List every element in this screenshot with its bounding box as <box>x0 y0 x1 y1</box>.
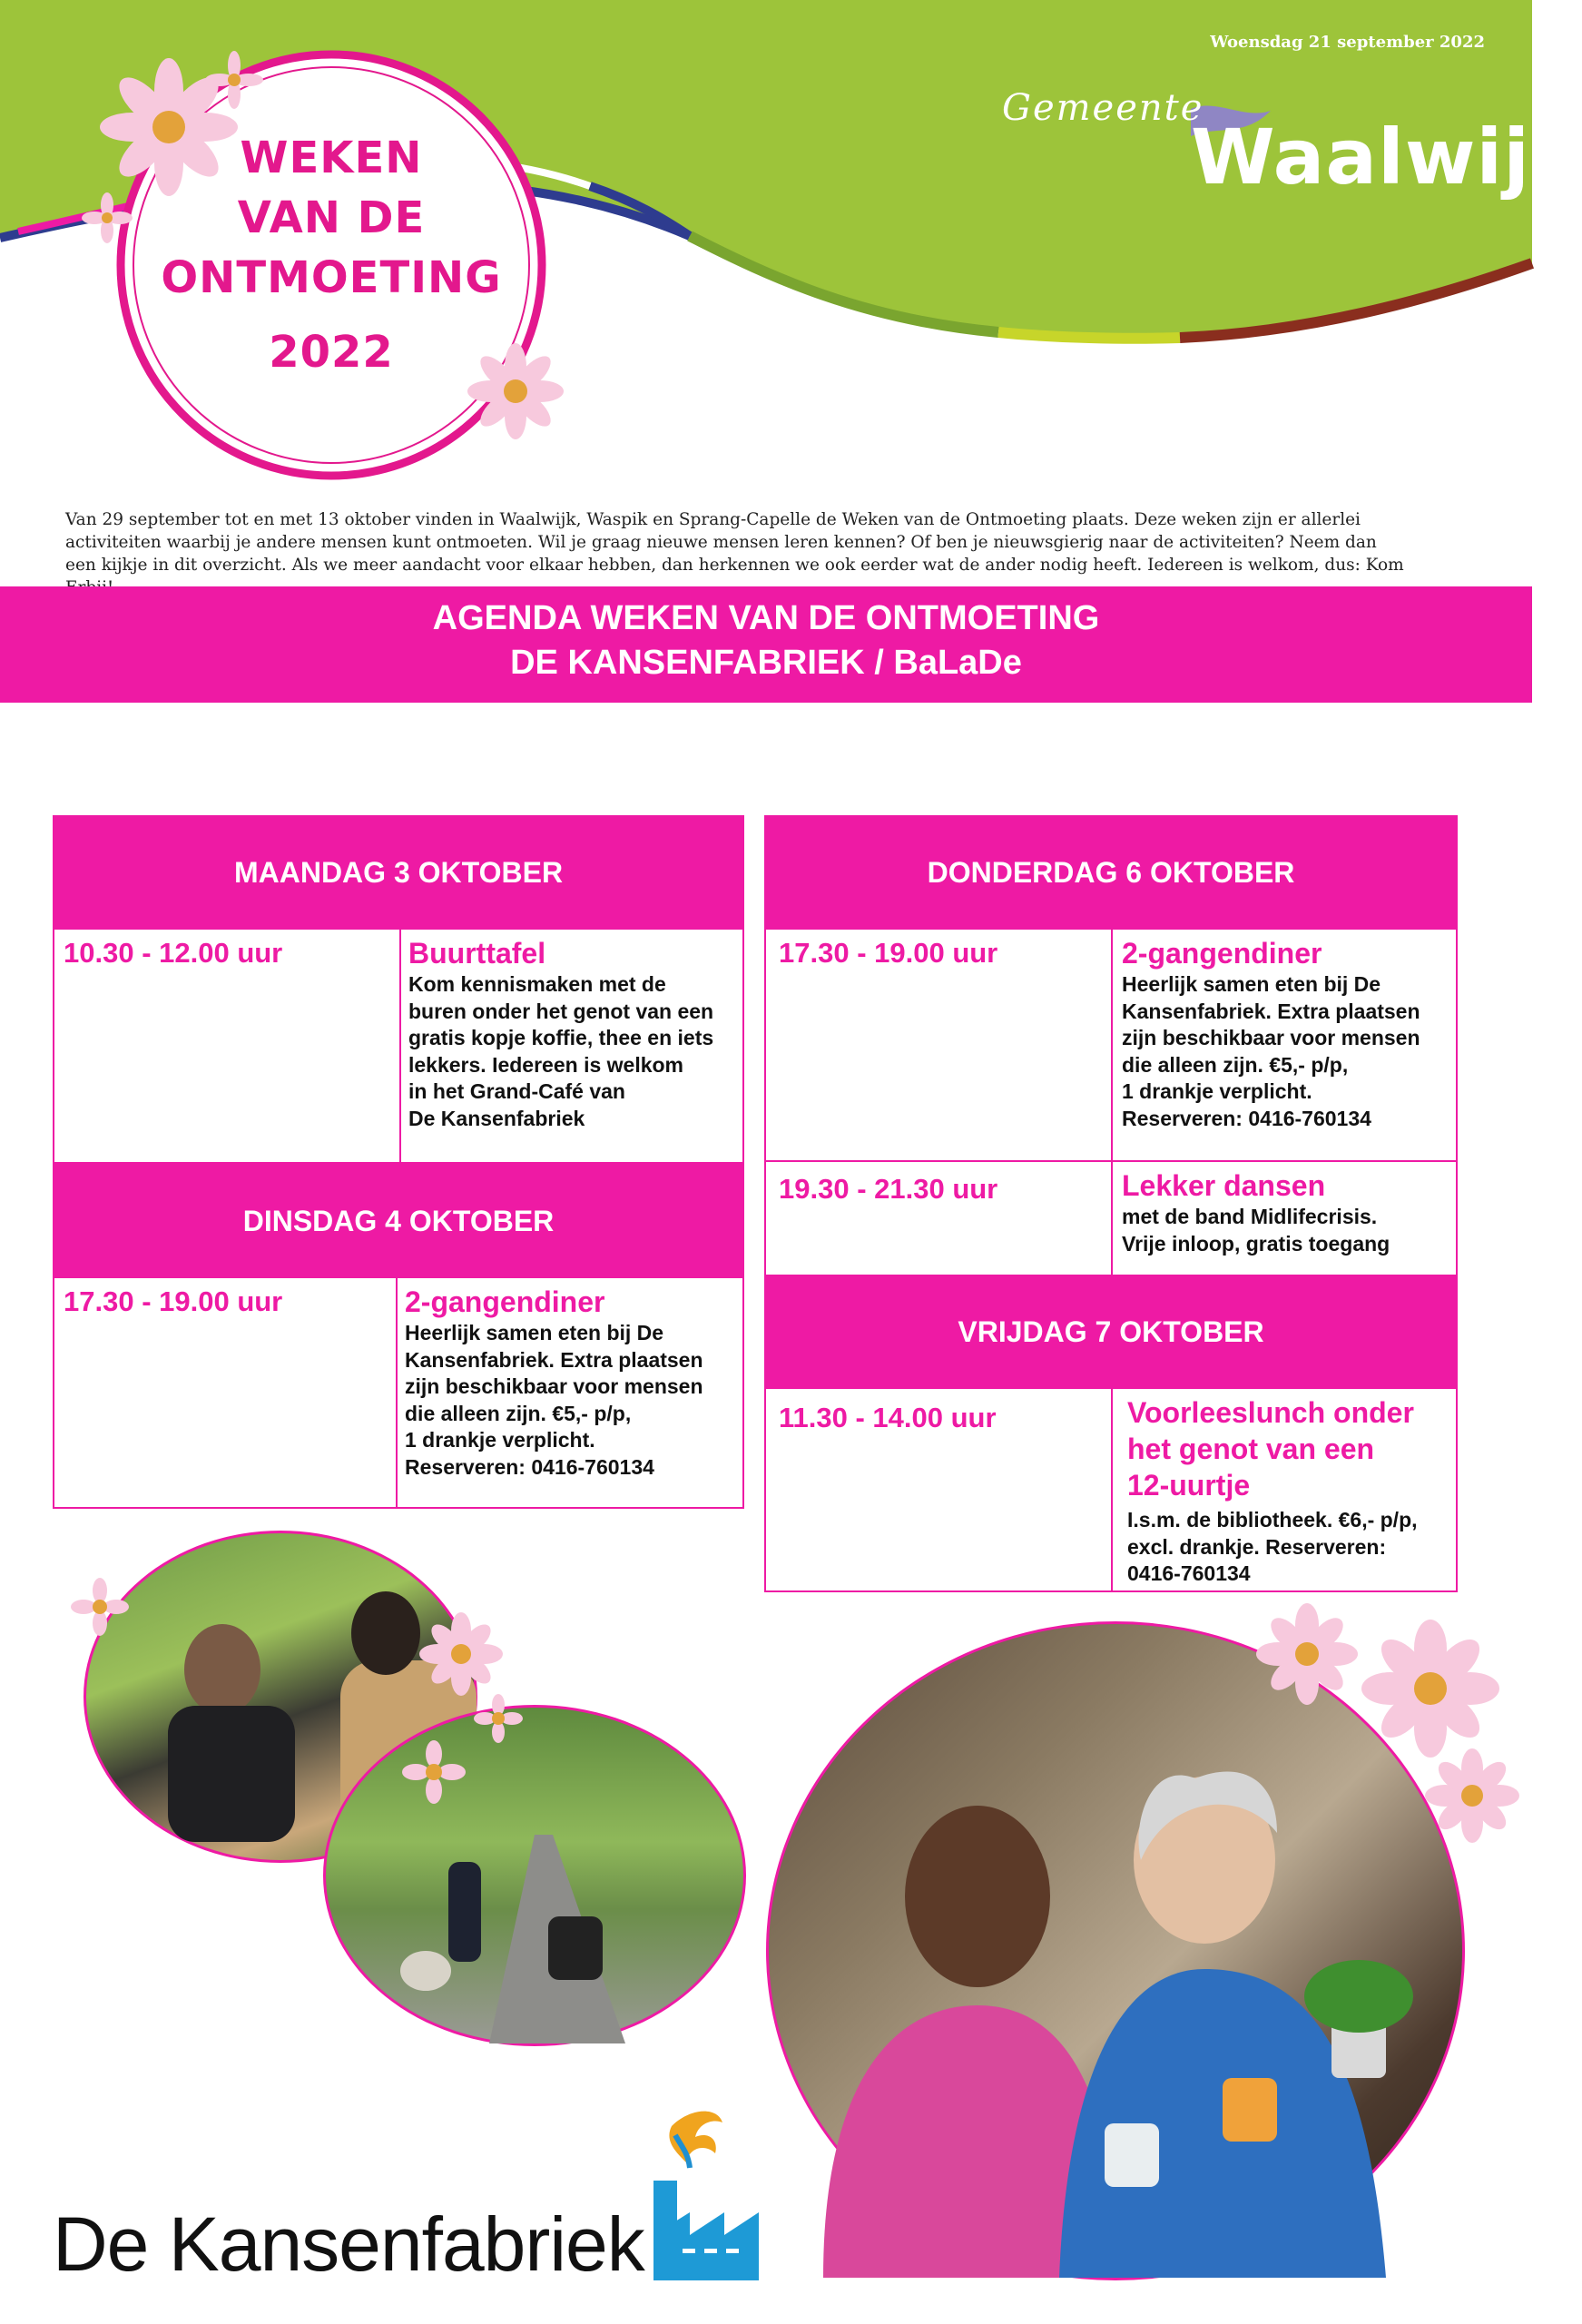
day-header-monday: MAANDAG 3 OKTOBER <box>53 815 744 930</box>
photo-walking-path <box>323 1705 746 2046</box>
event-time: 19.30 - 21.30 uur <box>779 1173 998 1205</box>
flower-icon <box>423 1616 499 1692</box>
banner-subtitle: DE KANSENFABRIEK / BaLaDe <box>510 644 1022 682</box>
event-description: Heerlijk samen eten bij De Kansenfabriek. Extra plaatsen zijn beschikbaar voor mensen die alleen zijn. €5,- p/p, 1 drankje verplicht. Reserveren: 0416-760134 <box>405 1321 703 1479</box>
agenda-row-monday-1 <box>53 928 744 1164</box>
municipality-name: Waalwijk <box>1191 113 1582 202</box>
event-title: Lekker dansen <box>1122 1169 1326 1202</box>
agenda-banner <box>0 586 1532 703</box>
agenda-row-thursday-2 <box>764 1160 1458 1276</box>
municipality-label: Gemeente <box>1002 87 1204 129</box>
flower-icon <box>1429 1752 1516 1839</box>
banner-title: AGENDA WEKEN VAN DE ONTMOETING <box>432 599 1100 637</box>
photo-two-women-laughing <box>766 1621 1465 2280</box>
event-description: I.s.m. de bibliotheek. €6,- p/p, excl. drankje. Reserveren: 0416-760134 <box>1127 1508 1418 1585</box>
day-header-thursday: DONDERDAG 6 OKTOBER <box>764 815 1458 930</box>
agenda-row-thursday-1 <box>764 928 1458 1162</box>
flower-icon <box>1367 1625 1494 1752</box>
event-description: Kom kennismaken met de buren onder het genot van een gratis kopje koffie, thee en iets lekkers. Iedereen is welkom in het Grand-Café van De Kansenfabriek <box>408 972 714 1130</box>
event-title: Buurttafel <box>408 937 546 970</box>
event-logo-year: 2022 <box>269 327 394 378</box>
factory-icon <box>635 2099 771 2290</box>
flower-icon <box>73 1580 127 1634</box>
event-time: 11.30 - 14.00 uur <box>779 1402 997 1433</box>
event-logo-line2: VAN DE <box>237 192 426 243</box>
event-logo-line3: ONTMOETING <box>161 252 502 303</box>
flower-icon <box>476 1696 521 1741</box>
event-description: met de band Midlifecrisis. Vrije inloop, gratis toegang <box>1122 1205 1390 1256</box>
event-title: 2-gangendiner <box>1122 937 1322 970</box>
agenda-row-tuesday-1 <box>53 1276 744 1509</box>
event-time: 17.30 - 19.00 uur <box>779 937 998 969</box>
event-title: 2-gangendiner <box>405 1285 605 1318</box>
intro-paragraph: Van 29 september tot en met 13 oktober vinden in Waalwijk, Waspik en Sprang-Capelle de Weken van de Ontmoeting plaats. Deze weken zijn er allerlei activiteiten waarbij je andere mensen kunt ontmoeten. Wil je graag nieuwe mensen leren kennen? Of ben je nieuwsgierig naar de activiteiten? Neem dan een kijkje in dit overzicht. Als we meer aandacht voor elkaar hebben, dan herkennen we ook eerder wat de ander nodig heeft. Iedereen is welkom, dus: Kom <box>65 510 1404 575</box>
agenda-row-friday-1 <box>764 1387 1458 1592</box>
day-header-tuesday: DINSDAG 4 OKTOBER <box>53 1164 744 1278</box>
organization-logo-text: De Kansenfabriek <box>53 2201 644 2287</box>
event-logo-line1: WEKEN <box>240 133 423 183</box>
flower-icon <box>1260 1607 1354 1701</box>
publication-date: Woensdag 21 september 2022 <box>1210 33 1485 52</box>
event-title: Voorleeslunch onder het genot van een 12-uurtje <box>1127 1396 1414 1502</box>
day-header-friday: VRIJDAG 7 OKTOBER <box>764 1275 1458 1389</box>
event-time: 10.30 - 12.00 uur <box>64 937 283 969</box>
event-time: 17.30 - 19.00 uur <box>64 1285 283 1317</box>
flower-icon <box>405 1743 463 1801</box>
event-description: Heerlijk samen eten bij De Kansenfabriek. Extra plaatsen zijn beschikbaar voor mensen die alleen zijn. €5,- p/p, 1 drankje verplicht. Reserveren: 0416-760134 <box>1122 972 1420 1130</box>
